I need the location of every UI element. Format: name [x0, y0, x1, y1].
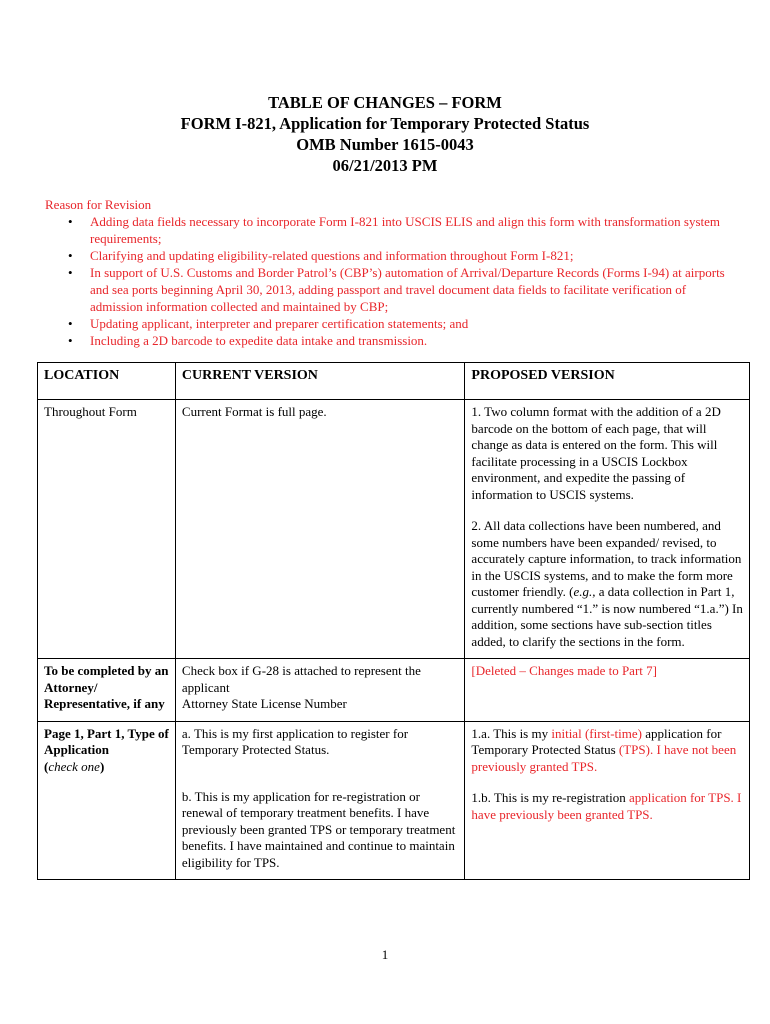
row1-proposed — [465, 400, 750, 659]
table-row — [38, 659, 750, 722]
row3-proposed-a-text-1: 1.a. This is my — [471, 725, 552, 741]
row3-proposed-a-text-3: application for Temporary Protected Status — [471, 725, 722, 757]
table-header-row — [38, 363, 750, 400]
table-of-changes — [37, 362, 750, 880]
table-row — [38, 400, 750, 659]
document-title — [0, 92, 770, 176]
header-location: LOCATION — [38, 363, 176, 400]
reason-list — [45, 213, 735, 349]
row3-location-close-paren: ) — [99, 758, 105, 774]
header-current-version: CURRENT VERSION — [175, 363, 465, 400]
row2-location: To be completed by an Attorney/ Representative, if any — [38, 659, 176, 722]
row3-location-title: Page 1, Part 1, Type of Application — [44, 725, 169, 757]
row1-proposed-para-1: 1. Two column format with the addition of a 2D barcode on the bottom of each page, that will change as data is entered on the form. This will facilitate processing in a USCIS Lockbox environment, and expedite the passing of information to USCIS systems. — [471, 404, 721, 502]
row2-current — [175, 659, 465, 722]
row3-current — [175, 721, 465, 880]
row3-location-open-paren: ( — [44, 758, 49, 774]
reason-item: • Clarifying and updating eligibility-related questions and information throughout Form I-821; — [90, 247, 735, 264]
reason-item: • Updating applicant, interpreter and preparer certification statements; and — [90, 315, 735, 332]
row3-proposed-option-b — [471, 790, 743, 823]
header-proposed-version: PROPOSED VERSION — [465, 363, 750, 400]
row3-current-option-b: b. This is my application for re-registration or renewal of temporary treatment benefits. I have previously been granted TPS or temporary treatment benefits. I have maintained and continue to maintain eligibility for TPS. — [181, 788, 456, 870]
row2-proposed: [Deleted – Changes made to Part 7] — [465, 659, 750, 722]
reason-item: • In support of U.S. Customs and Border Patrol’s (CBP’s) automation of Arrival/Departure Records (Forms I-94) at airports and sea ports beginning April 30, 2013, adding passport and travel document data fields to facilitate verification of admission information collected and maintained by CBP; — [90, 264, 735, 315]
title-line-1: TABLE OF CHANGES – FORM — [268, 93, 502, 112]
row3-proposed-a-text-2: initial (first-time) — [551, 725, 642, 741]
row1-proposed-eg: e.g., — [573, 584, 596, 599]
reason-item: • Adding data fields necessary to incorporate Form I-821 into USCIS ELIS and align this form with transformation system requirements; — [90, 213, 735, 247]
row3-current-option-a: a. This is my first application to register for Temporary Protected Status. — [181, 725, 409, 757]
title-line-2: FORM I-821, Application for Temporary Protected Status — [180, 114, 590, 133]
row2-current-line-1: Check box if G-28 is attached to represent the applicant — [181, 663, 421, 695]
row1-proposed-para-2 — [471, 518, 743, 650]
page-number: 1 — [381, 947, 389, 962]
title-line-4: 06/21/2013 PM — [332, 156, 438, 175]
row3-proposed-b-text-2: application for TPS. I have previously been granted TPS. — [471, 790, 742, 822]
row3-location-check-one: check one — [48, 758, 100, 774]
row1-current: Current Format is full page. — [175, 400, 465, 659]
row3-location — [38, 721, 176, 880]
row2-current-line-2: Attorney State License Number — [181, 696, 347, 711]
row3-proposed — [465, 721, 750, 880]
row1-location: Throughout Form — [38, 400, 176, 659]
row3-proposed-b-text-1: 1.b. This is my re-registration — [471, 790, 629, 805]
row1-proposed-text-b: a data collection in Part 1, currently numbered “1.” is now numbered “1.a.”) In addition, some sections have sub-section titles added, to clarify the sections in the form. — [471, 584, 743, 649]
row3-proposed-a-text-4: (TPS). I have not been previously granted TPS. — [471, 742, 737, 774]
reason-heading: Reason for Revision — [45, 197, 152, 212]
row3-proposed-option-a — [471, 726, 743, 776]
title-line-3: OMB Number 1615-0043 — [296, 135, 474, 154]
reason-for-revision — [45, 196, 735, 349]
reason-item: • Including a 2D barcode to expedite data intake and transmission. — [90, 332, 735, 349]
table-row — [38, 721, 750, 880]
row1-proposed-text-a: 2. All data collections have been numbered, and some numbers have been expanded/ revised, to accurately capture information, to track information in the USCIS systems, and to make the form more customer friendly. ( — [471, 518, 742, 599]
